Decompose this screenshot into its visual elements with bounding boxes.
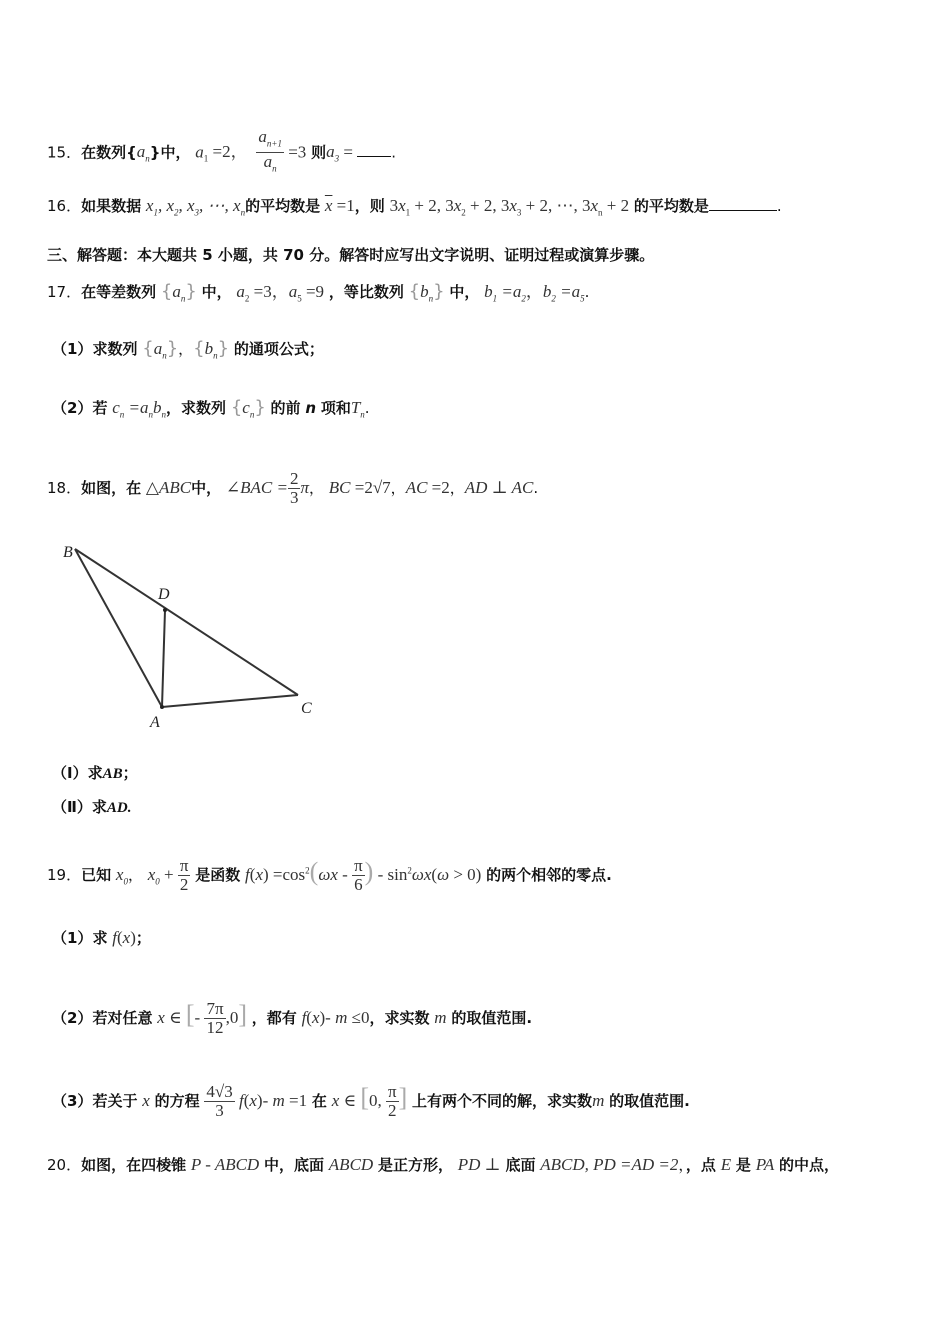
question-19: 19．已知 $x_0$， $x_0$ + $\frac{\pi}{2}$ 是函数 $f(x) =\cos^2(\omega x$ - $\frac{\pi}{6}$ ) - $\sin^2\omega x(\omega > 0)$ 的两个相邻的零点. bbox=[47, 856, 612, 894]
q15-eq-value: =3 bbox=[283, 142, 307, 162]
q17-part-2: （2）若 $c_n =a_nb_n$，求数列 $\{c_n\}$ 的前 n 项和$T_n$. bbox=[52, 397, 370, 420]
question-15: 15．在数列$\{a_n\}$中， $a_1 =2$， $\frac{a_{n+1}}{a_n}$ =3 则$a_3$ = . bbox=[47, 128, 396, 178]
label-A: A bbox=[150, 714, 160, 731]
q18-triangle-figure bbox=[55, 535, 335, 735]
q15-text-3: 则 bbox=[311, 143, 327, 162]
q16-text-1: 如果数据 bbox=[81, 197, 142, 215]
question-17: 17．在等差数列 $\{a_n\}$ 中， $a_2 =3$，$a_5 =9$ ，等比数列 $\{b_n\}$ 中， $b_1 =a_2$，$b_2 =a_5$. bbox=[47, 281, 590, 304]
edge-BC bbox=[75, 549, 298, 695]
point-A bbox=[160, 705, 164, 709]
q17-text-2: 中， bbox=[201, 283, 232, 301]
q17-number: 17． bbox=[47, 283, 82, 301]
section-3-heading: 三、解答题：本大题共 5 小题，共 70 分。解答时应写出文字说明、证明过程或演算步骤。 bbox=[47, 246, 655, 264]
q15-math-an: $a_n$ bbox=[136, 142, 150, 164]
label-C: C bbox=[301, 700, 312, 717]
q20-number: 20． bbox=[47, 1156, 82, 1174]
edge-AC bbox=[162, 695, 298, 707]
point-D bbox=[163, 608, 167, 612]
q15-math-a1: a bbox=[195, 142, 204, 162]
q16-text-3: ，则 bbox=[354, 197, 385, 215]
q18-number: 18． bbox=[47, 479, 82, 497]
label-B: B bbox=[63, 544, 73, 561]
edge-AD bbox=[162, 610, 165, 707]
q15-fraction: $\frac{a_{n+1}}{a_n}$ bbox=[258, 127, 282, 174]
q19-part-1: （1）求 f(x)； bbox=[52, 928, 151, 947]
q15-answer-blank[interactable] bbox=[357, 142, 391, 157]
q18-part-1: （Ⅰ）求AB； bbox=[52, 764, 138, 782]
q15-text-1: 在数列{ bbox=[81, 143, 137, 162]
q17-text-3: ，等比数列 bbox=[328, 283, 404, 301]
q16-text-2: 的平均数是 bbox=[245, 197, 321, 215]
q17-part-1: （1）求数列 $\{a_n\}$，$\{b_n\}$ 的通项公式； bbox=[52, 338, 324, 361]
q15-number: 15． bbox=[47, 143, 82, 162]
q16-math-mean: $\overline{x}$ bbox=[324, 196, 333, 215]
label-D: D bbox=[158, 586, 170, 603]
q15-text-2: }中， bbox=[149, 143, 191, 162]
q18-part-2: （Ⅱ）求AD. bbox=[52, 798, 132, 816]
q15-math-a3: $a_3$ bbox=[326, 142, 340, 164]
q16-math-data: $x_1$, $x_2$, $x_3$, ⋯, $x_n$ bbox=[145, 196, 246, 218]
question-20: 20．如图，在四棱锥 P - ABCD 中，底面 ABCD 是正方形， PD ⊥ 底面 ABCD, PD =AD =2，，点 E 是 PA 的中点， bbox=[47, 1155, 840, 1174]
q16-number: 16． bbox=[47, 197, 82, 215]
q17-text-1: 在等差数列 bbox=[81, 283, 157, 301]
q19-part-2: （2）若对任意 x ∈ [- $\frac{7\pi}{12}$ ,0] ，都有 f(x)- m ≤0，求实数 m 的取值范围. bbox=[52, 999, 533, 1037]
q17-text-4: 中， bbox=[449, 283, 480, 301]
q16-text-4: 的平均数是 bbox=[633, 197, 709, 215]
edge-BA bbox=[75, 549, 162, 707]
question-16: 16．如果数据 $x_1$, $x_2$, $x_3$, ⋯, $x_n$的平均数是 $\overline{x} =1$，则 $3x_1 + 2$, $3x_2 + 2$, $3x_3 + 2$, ⋯, $3x_n + 2$ 的平均数是 . bbox=[47, 196, 782, 218]
q19-part-3: （3）若关于 x 的方程 $\frac{4√3}{3}$ f(x)- m =1 在 x ∈ [0, $\frac{\pi}{2}$ ] 上有两个不同的解，求实数m 的取值范围. bbox=[52, 1082, 690, 1120]
q19-number: 19． bbox=[47, 866, 82, 884]
question-18: 18．如图，在 △ABC中， ∠BAC = $\frac{2}{3}$ π， BC =2√7，AC =2，AD ⊥ AC. bbox=[47, 469, 539, 507]
q16-answer-blank[interactable] bbox=[709, 196, 777, 211]
q16-math-transformed: $3x_1 + 2$, $3x_2 + 2$, $3x_3 + 2$, ⋯, $3x_n + 2$ bbox=[389, 196, 630, 218]
